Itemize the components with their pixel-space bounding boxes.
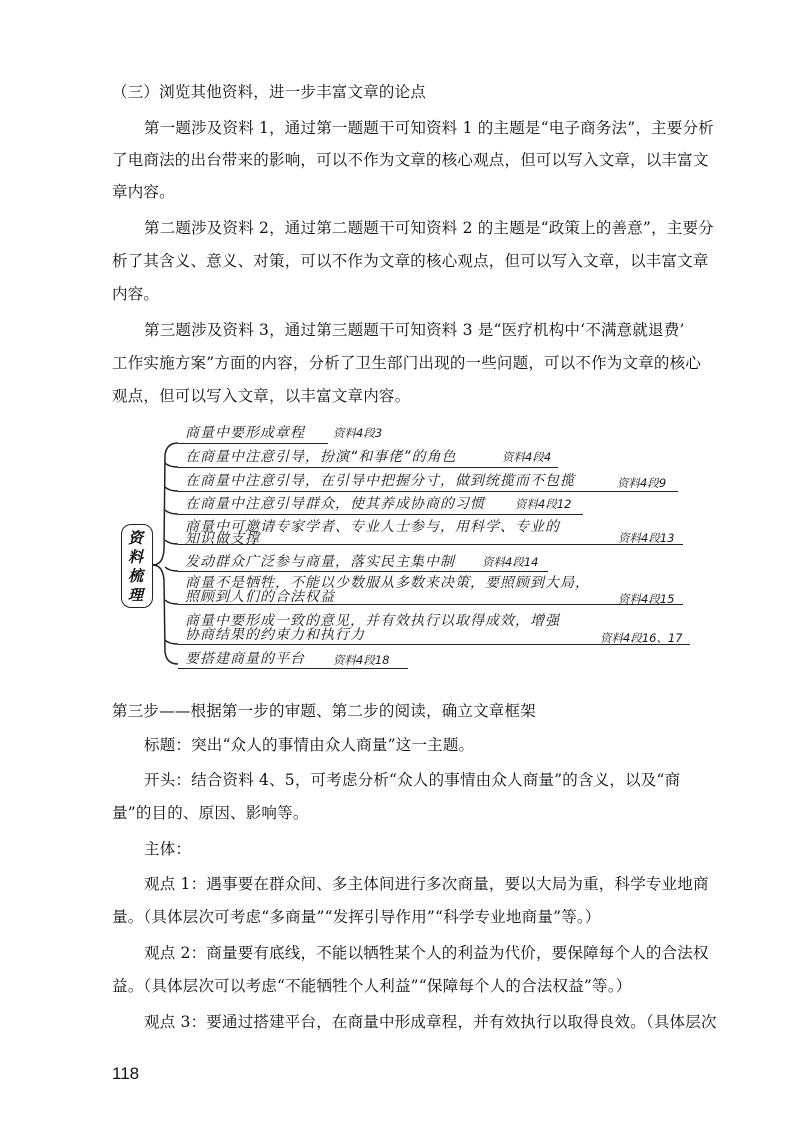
opening-line-2: 量”的目的、原因、影响等。 [112, 804, 309, 822]
diagram-item-2-ref: 资料4段4 [502, 450, 552, 464]
point3-line-1: 观点 3：要通过搭建平台，在商量中形成章程，并有效执行以取得良效。（具体层次 [144, 1013, 717, 1031]
diagram-item-7-line-2: 照顾到人们的合法权益 [185, 589, 335, 605]
diagram-item-2-underline [178, 467, 558, 468]
diagram-item-1-ref: 资料4段3 [333, 426, 383, 440]
diagram-item-9-ref: 资料4段18 [333, 653, 390, 667]
diagram-item-8-ref: 资料4段16、17 [600, 631, 683, 645]
paragraph-1-line-2: 了电商法的出台带来的影响，可以不作为文章的核心观点，但可以写入文章，以丰富文 [112, 151, 709, 169]
diagram-item-9: 要搭建商量的平台 [185, 651, 305, 667]
diagram-label-char-2: 料 [128, 548, 144, 566]
diagram-label-char-4: 理 [128, 586, 144, 604]
paragraph-3-line-3: 观点，但可以写入文章，以丰富文章内容。 [112, 387, 411, 405]
diagram-item-4: 在商量中注意引导群众，使其养成协商的习惯 [185, 496, 485, 512]
diagram-item-1-underline [178, 443, 328, 444]
title-line: 标题：突出“众人的事情由众人商量”这一主题。 [144, 736, 475, 754]
point1-line-2: 量。（具体层次可考虑“多商量”“发挥引导作用”“科学专业地商量”等。） [112, 908, 601, 926]
diagram-item-8-underline [178, 644, 690, 645]
diagram-label-char-1: 资 [128, 529, 144, 547]
point1-line-1: 观点 1：遇事要在群众间、多主体间进行多次商量，要以大局为重，科学专业地商 [144, 875, 709, 893]
diagram-item-6: 发动群众广泛参与商量，落实民主集中制 [185, 554, 455, 570]
paragraph-3-line-2: 工作实施方案”方面的内容，分析了卫生部门出现的一些问题，可以不作为文章的核心 [112, 354, 702, 372]
paragraph-2-line-2: 析了其含义、意义、对策，可以不作为文章的核心观点，但可以写入文章，以丰富文章 [112, 252, 709, 270]
diagram-item-7-line-1: 商量不是牺牲，不能以少数服从多数来决策，要照顾到大局， [185, 575, 590, 591]
diagram-item-2: 在商量中注意引导，扮演“和事佬”的角色 [185, 449, 457, 465]
step3-heading: 第三步——根据第一步的审题、第二步的阅读，确立文章框架 [112, 702, 536, 720]
section-heading: （三）浏览其他资料，进一步丰富文章的论点 [112, 83, 427, 101]
diagram-item-5-underline [178, 544, 683, 545]
diagram-item-5-ref: 资料4段13 [618, 531, 675, 545]
opening-line-1: 开头：结合资料 4、5，可考虑分析“众人的事情由众人商量”的含义，以及“商 [144, 771, 681, 789]
diagram-item-5-line-2: 知识做支撑 [185, 531, 260, 547]
diagram-item-3-underline [178, 491, 678, 492]
diagram-item-8-line-2: 协商结果的约束力和执行力 [185, 627, 365, 643]
diagram-item-7-underline [178, 604, 683, 605]
diagram-item-6-ref: 资料4段14 [482, 555, 539, 569]
diagram-item-3: 在商量中注意引导，在引导中把握分寸，做到统揽而不包揽 [185, 473, 575, 489]
point2-line-2: 益。（具体层次可以考虑“不能牺牲个人利益”“保障每个人的合法权益”等。） [112, 977, 632, 995]
diagram-item-5-line-1: 商量中可邀请专家学者、专业人士参与，用科学、专业的 [185, 519, 560, 535]
diagram-item-8-line-1: 商量中要形成一致的意见，并有效执行以取得成效，增强 [185, 613, 560, 629]
diagram-item-4-ref: 资料4段12 [515, 497, 572, 511]
diagram-item-4-underline [178, 514, 583, 515]
body-label: 主体： [144, 840, 192, 858]
diagram-label-char-3: 梳 [128, 567, 144, 585]
paragraph-2-line-3: 内容。 [112, 285, 160, 303]
diagram-trunk-lower [152, 565, 178, 664]
diagram-item-3-ref: 资料4段9 [617, 476, 667, 490]
paragraph-1-line-3: 章内容。 [112, 183, 175, 201]
diagram-item-7-ref: 资料4段15 [618, 592, 675, 606]
diagram-item-9-underline [178, 668, 408, 669]
paragraph-2-line-1: 第二题涉及资料 2，通过第二题题干可知资料 2 的主题是“政策上的善意”，主要分 [144, 219, 714, 237]
page-number: 118 [112, 1064, 140, 1083]
diagram-item-1: 商量中要形成章程 [185, 425, 305, 441]
diagram-trunk [152, 443, 178, 565]
paragraph-1-line-1: 第一题涉及资料 1，通过第一题题干可知资料 1 的主题是“电子商务法”，主要分析 [144, 119, 714, 137]
paragraph-3-line-1: 第三题涉及资料 3，通过第三题题干可知资料 3 是“医疗机构中‘不满意就退费’ [144, 321, 685, 339]
point2-line-1: 观点 2：商量要有底线，不能以牺牲某个人的利益为代价，要保障每个人的合法权 [144, 944, 709, 962]
